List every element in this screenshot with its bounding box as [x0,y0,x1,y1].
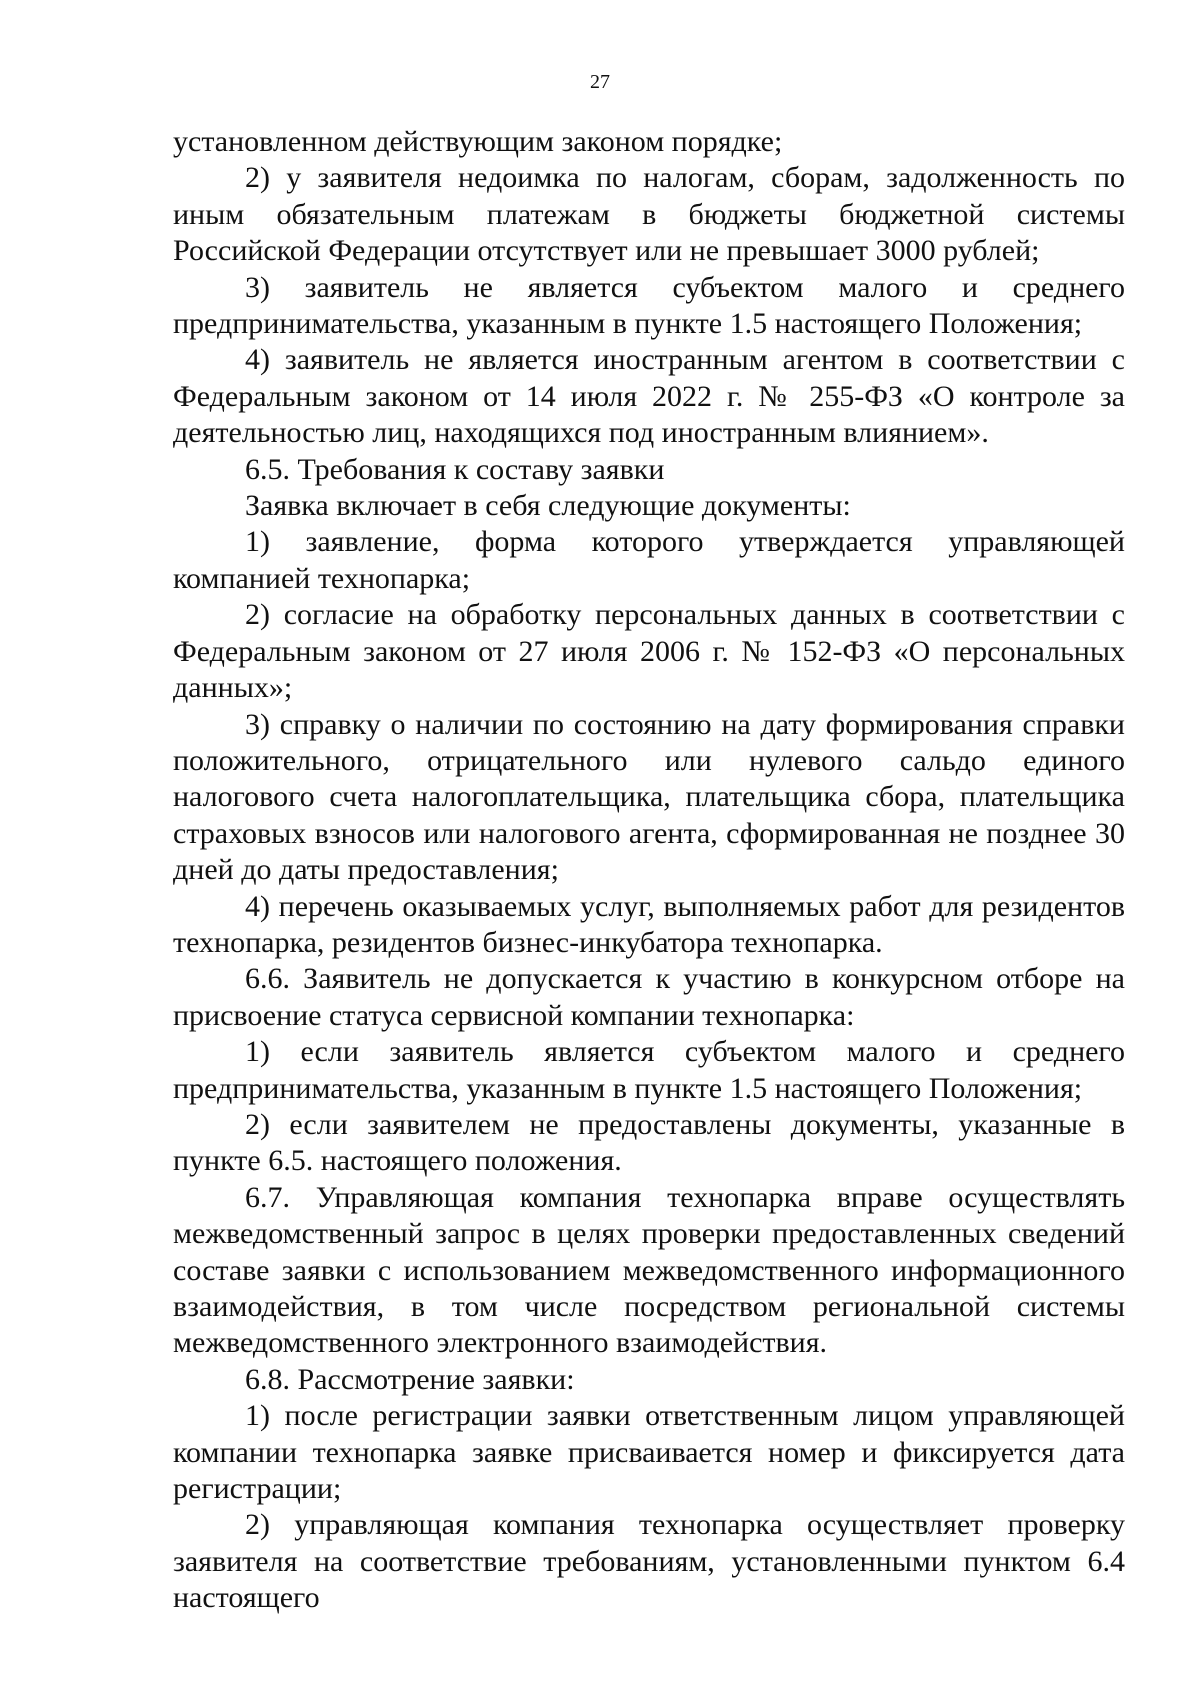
section-6-6-paragraph: 6.6. Заявитель не допускается к участию в конкурсном отборе на присвоение статуса сервисной компании технопарка: [173,962,1125,1032]
section-6-5-heading: 6.5. Требования к составу заявки [245,452,665,486]
list-item-3-not-sme: 3) заявитель не является субъектом малого и среднего предпринимательства, указанным в пункте 1.5 настоящего Положения; [173,270,1125,341]
document-item-4-services-list: 4) перечень оказываемых услуг, выполняемых работ для резидентов технопарка, резидентов бизнес-инкубатора технопарка. [173,889,1125,959]
exclusion-item-1: 1) если заявитель является субъектом малого и среднего предпринимательства, указанным в пункте 1.5 настоящего Положения; [173,1035,1125,1105]
document-item-1-statement: 1) заявление, форма которого утверждается управляющей компанией технопарка; [173,525,1125,595]
document-item-3-tax-certificate: 3) справку о наличии по состоянию на дату формирования справки положительного, отрицательного или нулевого сальдо единого налогового счета налогоплательщика, плательщика сбора, плательщика страховых взносов или налогового агента, сформированная не позднее 30 дней до даты предоставления; [173,707,1125,887]
page-number: 27 [590,71,610,93]
exclusion-item-2: 2) если заявителем не предоставлены документы, указанные в пункте 6.5. настоящего положения. [173,1107,1125,1178]
review-item-1: 1) после регистрации заявки ответственным лицом управляющей компании технопарка заявке присваивается номер и фиксируется дата регистрации; [173,1399,1125,1506]
list-item-4-not-foreign-agent: 4) заявитель не является иностранным агентом в соответствии с Федеральным законом от 14 июля 2022 г. № 255-ФЗ «О контроле за деятельностью лиц, находящихся под иностранным влиянием». [173,343,1125,450]
section-6-8-heading: 6.8. Рассмотрение заявки: [245,1362,575,1396]
review-item-2: 2) управляющая компания технопарка осуществляет проверку заявителя на соответствие требованиям, установленными пунктом 6.4 настоящего [173,1508,1125,1615]
application-documents-intro: Заявка включает в себя следующие документы: [245,489,851,523]
document-body [173,124,1125,1617]
list-item-2-tax-arrears: 2) у заявителя недоимка по налогам, сборам, задолженность по иным обязательным платежам в бюджеты бюджетной системы Российской Федерации отсутствует или не превышает 3000 рублей; [173,161,1125,268]
document-item-2-consent: 2) согласие на обработку персональных данных в соответствии с Федеральным законом от 27 июля 2006 г. № 152-ФЗ «О персональных данных»; [173,598,1125,705]
paragraph-continuation: установленном действующим законом порядке; [173,125,783,158]
section-6-7-paragraph: 6.7. Управляющая компания технопарка вправе осуществлять межведомственный запрос в целях проверки предоставленных сведений составе заявки с использованием межведомственного информационного взаимодействия, в том числе посредством региональной системы межведомственного электронного взаимодействия. [173,1180,1125,1360]
